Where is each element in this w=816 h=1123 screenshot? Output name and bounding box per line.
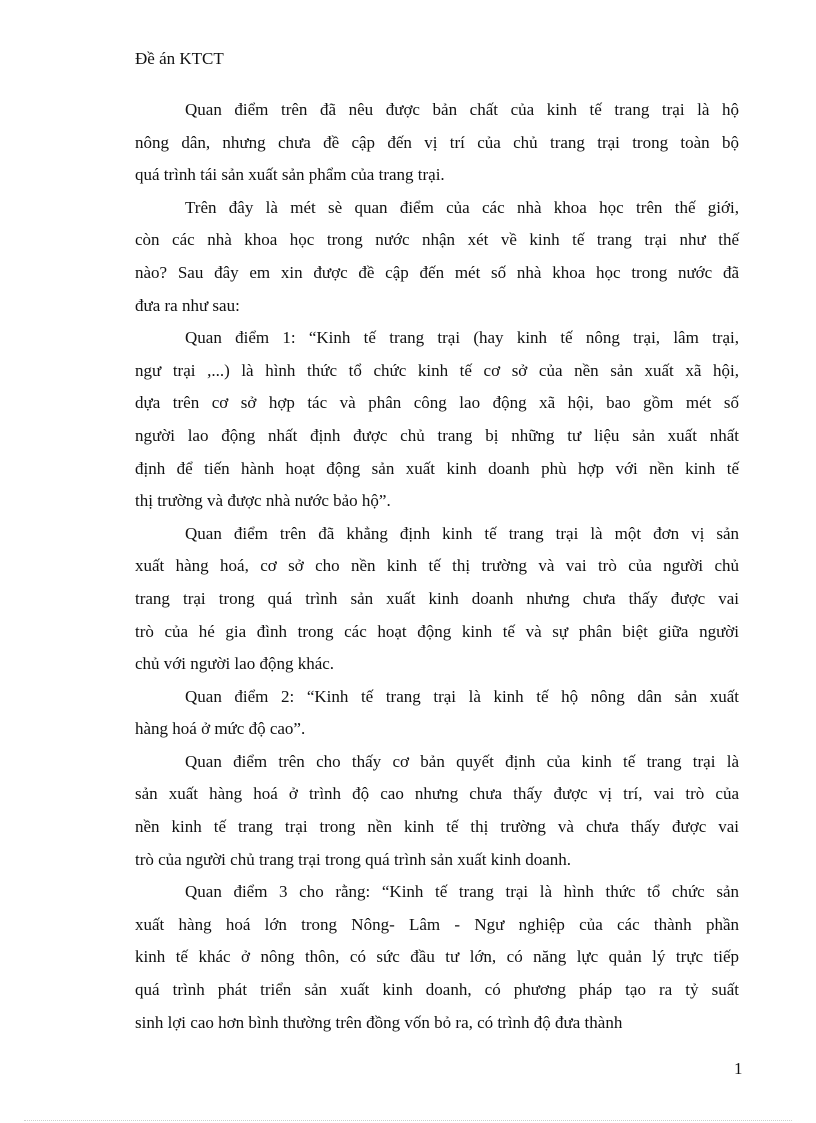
paragraph-3-line-6: thị trường và được nhà nước bảo hộ”. — [135, 491, 391, 511]
document-body — [135, 94, 739, 1039]
paragraph-7-line-1: Quan điểm 3 cho rằng: “Kinh tế trang trại là hình thức tổ chức sản — [185, 882, 739, 902]
paragraph-1-line-3: quá trình tái sản xuất sản phẩm của trang trại. — [135, 165, 445, 185]
paragraph-2-line-4: đưa ra như sau: — [135, 295, 240, 315]
page-number: 1 — [734, 1059, 743, 1078]
paragraph-5-line-1: Quan điểm 2: “Kinh tế trang trại là kinh tế hộ nông dân sản xuất — [185, 686, 739, 706]
footer-divider — [24, 1120, 792, 1121]
paragraph-4-line-1: Quan điểm trên đã khẳng định kinh tế trang trại là một đơn vị sản — [185, 523, 739, 543]
paragraph-7-line-2: xuất hàng hoá lớn trong Nông- Lâm - Ngư nghiệp của các thành phần — [135, 914, 739, 934]
document-header: Đề án KTCT — [135, 49, 224, 68]
paragraph-3-line-3: dựa trên cơ sở hợp tác và phân công lao động xã hội, bao gồm mét số — [135, 393, 739, 413]
paragraph-4-line-5: chủ với người lao động khác. — [135, 654, 335, 674]
paragraph-3-line-4: người lao động nhất định được chủ trang bị những tư liệu sản xuất nhất — [135, 425, 739, 445]
paragraph-5-line-2: hàng hoá ở mức độ cao”. — [135, 719, 306, 739]
paragraph-4-line-4: trò của hé gia đình trong các hoạt động kinh tế và sự phân biệt giữa người — [135, 621, 739, 641]
paragraph-2-line-1: Trên đây là mét sè quan điểm của các nhà khoa học trên thế giới, — [185, 197, 739, 217]
paragraph-3-line-5: định để tiến hành hoạt động sản xuất kinh doanh phù hợp với nền kinh tế — [135, 458, 739, 478]
paragraph-4-line-2: xuất hàng hoá, cơ sở cho nền kinh tế thị trường và vai trò của người chủ — [135, 556, 739, 576]
paragraph-7-line-3: kinh tế khác ở nông thôn, có sức đầu tư lớn, có năng lực quản lý trực tiếp — [135, 947, 739, 967]
paragraph-7-line-4: quá trình phát triển sản xuất kinh doanh, có phương pháp tạo ra tỷ suất — [135, 980, 739, 1000]
paragraph-6-line-2: sản xuất hàng hoá ở trình độ cao nhưng chưa thấy được vị trí, vai trò của — [135, 784, 739, 804]
paragraph-2-line-2: còn các nhà khoa học trong nước nhận xét về kinh tế trang trại như thế — [135, 230, 739, 250]
paragraph-6-line-3: nền kinh tế trang trại trong nền kinh tế thị trường và chưa thấy được vai — [135, 817, 739, 837]
paragraph-7-line-5: sinh lợi cao hơn bình thường trên đồng vốn bỏ ra, có trình độ đưa thành — [135, 1012, 623, 1032]
paragraph-1-line-2: nông dân, nhưng chưa đề cập đến vị trí của chủ trang trại trong toàn bộ — [135, 132, 739, 152]
paragraph-6-line-1: Quan điểm trên cho thấy cơ bản quyết định của kinh tế trang trại là — [185, 751, 739, 771]
paragraph-3-line-1: Quan điểm 1: “Kinh tế trang trại (hay kinh tế nông trại, lâm trại, — [185, 328, 739, 348]
paragraph-6-line-4: trò của người chủ trang trại trong quá trình sản xuất kinh doanh. — [135, 849, 572, 869]
paragraph-1-line-1: Quan điểm trên đã nêu được bản chất của kinh tế trang trại là hộ — [185, 100, 739, 119]
paragraph-4-line-3: trang trại trong quá trình sản xuất kinh doanh nhưng chưa thấy được vai — [135, 588, 739, 608]
paragraph-3-line-2: ngư trại ,...) là hình thức tổ chức kinh tế cơ sở của nền sản xuất xã hội, — [135, 360, 739, 380]
paragraph-2-line-3: nào? Sau đây em xin được đề cập đến mét số nhà khoa học trong nước đã — [135, 262, 739, 282]
